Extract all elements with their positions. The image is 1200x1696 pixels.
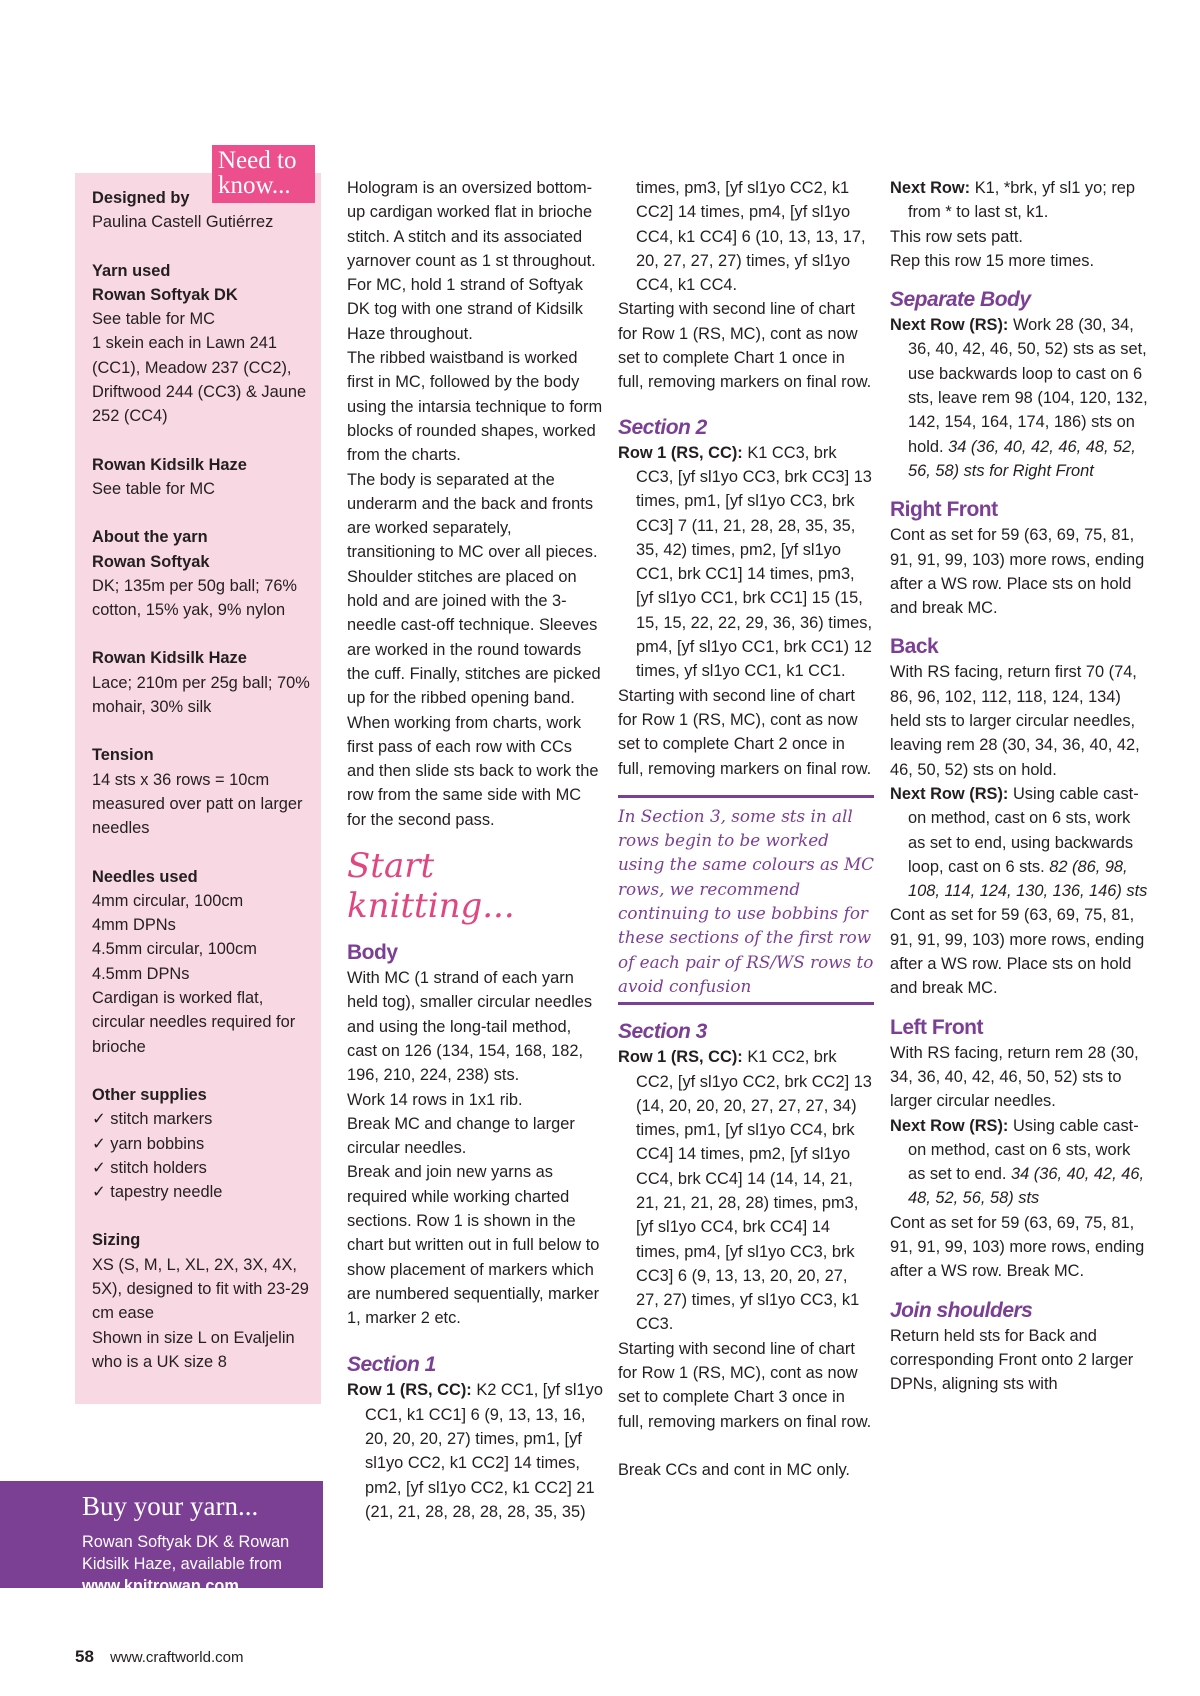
back-row [890, 782, 1150, 903]
buy-yarn-title: Buy your yarn... [82, 1491, 259, 1521]
section-3-heading: Section 3 [618, 1020, 707, 1044]
supplies-block [92, 1083, 316, 1204]
row-count: 34 (36, 40, 42, 46, 48, 52, 56, 58) sts [908, 1165, 1145, 1208]
row-label: Next Row (RS): [890, 784, 1009, 803]
supplies-item: ✓ stitch markers [92, 1110, 213, 1129]
sidebar-content [92, 186, 316, 1398]
section-3-after: Starting with second line of chart for Row 1 (RS, MC), cont as now set to complete Chart 3 once in full, removing markers on final row. [618, 1339, 872, 1431]
need-to-know-badge: Need to know... [212, 145, 315, 203]
section-2-after: Starting with second line of chart for Row 1 (RS, MC), cont as now set to complete Chart 2 once in full, removing markers on final row. [618, 686, 872, 778]
row-count: 82 (86, 98, 108, 114, 124, 130, 136, 146) sts [908, 857, 1148, 901]
yarn-used-line: 1 skein each in Lawn 241 (CC1), Meadow 237 (CC2), Driftwood 244 (CC3) & Jaune 252 (CC4) [92, 334, 307, 426]
right-front-text: Cont as set for 59 (63, 69, 75, 81, 91, 91, 99, 103) more rows, ending after a WS row. Place sts on hold and break MC. [890, 526, 1145, 618]
column-1 [347, 176, 603, 1524]
row-text: K1 CC3, brk CC3, [yf sl1yo CC3, brk CC3] 13 times, pm1, [yf sl1yo CC3, brk CC3] 7 (11, 21, 28, 28, 35, 35, 35, 42) times, pm2, [yf sl1yo CC1, brk CC1] 14 times, pm3, [yf sl1yo CC1, brk CC1] 15 (15, 15, 15, 22, 22, 29, 36, 36) times, pm4, [yf sl1yo CC1, brk CC1) 12 times, yf sl1yo CC1, k1 CC1. [636, 443, 872, 681]
yarn-used-sub1: Rowan Softyak DK [92, 285, 238, 304]
intro-para: The ribbed waistband is worked first in MC, followed by the body using the intarsia technique to form blocks of rounded shapes, worked from the charts. [347, 349, 603, 465]
section-3-note: In Section 3, some sts in all rows begin to be worked using the same colours as MC rows, we recommend continuing to use bobbins for these sections of the first row of each pair of RS/WS rows to avoid confusion [618, 795, 874, 1005]
back-heading: Back [890, 635, 939, 659]
supplies-item: ✓ yarn bobbins [92, 1134, 205, 1153]
tension-heading: Tension [92, 746, 154, 765]
about-yarn-block [92, 525, 316, 719]
sizing-item: Shown in size L on Evaljelin who is a UK size 8 [92, 1328, 295, 1371]
left-front-heading: Left Front [890, 1015, 983, 1039]
row-label: Row 1 (RS, CC): [618, 443, 743, 462]
final-note: Break CCs and cont in MC only. [618, 1460, 850, 1479]
row-text: K2 CC1, [yf sl1yo CC1, k1 CC1] 6 (9, 13, 13, 16, 20, 20, 20, 27) times, pm1, [yf sl1yo CC2, k1 CC2] 14 times, pm2, [yf sl1yo CC2, k1 CC2] 21 (21, 21, 28, 28, 28, 28, 35, 35) [365, 1381, 603, 1521]
page-number: 58 [75, 1647, 94, 1666]
row-label: Next Row (RS): [890, 1116, 1009, 1135]
yarn-used-block [92, 259, 316, 502]
needles-item: Cardigan is worked flat, circular needles required for brioche [92, 989, 296, 1056]
column-2 [618, 176, 874, 1482]
about-yarn-text1: DK; 135m per 50g ball; 76% cotton, 15% yak, 9% nylon [92, 576, 298, 620]
needles-item: 4.5mm circular, 100cm [92, 940, 257, 959]
intro-para: Hologram is an oversized bottom-up cardigan worked flat in brioche stitch. A stitch and its associated yarnover count as 1 st throughout. For MC, hold 1 strand of Softyak DK tog with one strand of Kidsilk Haze throughout. [347, 179, 596, 343]
about-yarn-sub2: Rowan Kidsilk Haze [92, 649, 247, 668]
row-count: 34 (36, 40, 42, 46, 48, 52, 56, 58) sts for Right Front [908, 437, 1136, 480]
start-knitting-heading: Start knitting... [347, 846, 515, 927]
buy-yarn-box [0, 1481, 323, 1595]
needles-item: 4mm DPNs [92, 916, 176, 935]
row-text: K1 CC2, brk CC2, [yf sl1yo CC2, brk CC2] 13 (14, 20, 20, 20, 27, 27, 27, 34) times, pm1, [yf sl1yo CC4, brk CC4] 14 times, pm2, [yf sl1yo CC4, brk CC4] 14 (14, 14, 21, 21, 21, 21, 28, 28) times, pm3, [yf sl1yo CC4, brk CC4] 14 times, pm4, [yf sl1yo CC3, brk CC3] 6 (9, 13, 13, 20, 20, 27, 27, 27) times, yf sl1yo CC3, k1 CC3. [636, 1048, 872, 1334]
needles-block [92, 865, 316, 1059]
intro-para: The body is separated at the underarm and the back and fronts are worked separately, transitioning to MC over all pieces. Shoulder stitches are placed on hold and are joined with the 3-needle cast-off technique. Sleeves are worked in the round towards the cuff. Finally, stitches are picked up for the ribbed opening band. [347, 470, 601, 708]
sizing-item: XS (S, M, L, XL, 2X, 3X, 4X, 5X), designed to fit with 23-29 cm ease [92, 1255, 309, 1323]
intro-para: When working from charts, work first pass of each row with CCs and then slide sts back to work the row from the same side with MC for the second pass. [347, 713, 599, 829]
site-url[interactable]: www.craftworld.com [110, 1649, 244, 1666]
join-shoulders-heading: Join shoulders [890, 1298, 1033, 1322]
section-1-row [347, 1378, 603, 1524]
body-para: With MC (1 strand of each yarn held tog), smaller circular needles and using the long-tail method, cast on 126 (134, 154, 168, 182, 196, 210, 224, 238) sts. [347, 969, 593, 1085]
section-2-row [618, 441, 874, 684]
about-yarn-sub1: Rowan Softyak [92, 552, 210, 571]
page-footer [75, 1647, 243, 1667]
tension-block [92, 743, 316, 840]
row-label: Row 1 (RS, CC): [347, 1381, 472, 1400]
row-text: Work 28 (30, 34, 36, 40, 42, 46, 50, 52) sts as set, use backwards loop to cast on 6 sts, leave rem 98 (104, 120, 132, 142, 154, 164, 174, 186) sts on hold. [908, 316, 1148, 456]
body-para: Work 14 rows in 1x1 rib. [347, 1090, 523, 1109]
row-text: Using cable cast-on method, cast on 6 sts, work as set to end, using backwards loop, cast on 6 sts. [908, 784, 1139, 876]
back-text: With RS facing, return first 70 (74, 86, 96, 102, 112, 118, 124, 134) held sts to larger circular needles, leaving rem 28 (30, 34, 36, 40, 42, 46, 50, 52) sts on hold. [890, 663, 1140, 779]
left-front-cont: Cont as set for 59 (63, 69, 75, 81, 91, 91, 99, 103) more rows, ending after a WS row. Break MC. [890, 1213, 1145, 1281]
rep-row: Rep this row 15 more times. [890, 251, 1095, 270]
row-label: Next Row: [890, 179, 971, 197]
needles-heading: Needles used [92, 867, 198, 886]
row-label: Row 1 (RS, CC): [618, 1048, 743, 1067]
about-yarn-text2: Lace; 210m per 25g ball; 70% mohair, 30% silk [92, 673, 310, 717]
left-front-text: With RS facing, return rem 28 (30, 34, 36, 40, 42, 46, 50, 52) sts to larger circular needles. [890, 1043, 1139, 1111]
row-label: Next Row (RS): [890, 316, 1009, 335]
separate-body-heading: Separate Body [890, 288, 1031, 312]
sets-patt: This row sets patt. [890, 227, 1023, 246]
separate-body-row [890, 313, 1150, 483]
needles-item: 4.5mm DPNs [92, 964, 190, 983]
next-row [890, 176, 1150, 225]
body-para: Break and join new yarns as required while working charted sections. Row 1 is shown in the chart but written out in full below to show placement of markers which are numbered sequentially, marker 1, marker 2 etc. [347, 1163, 600, 1328]
row-text: K1, *brk, yf sl1 yo; rep from * to last st, k1. [908, 179, 1136, 222]
join-shoulders-text: Return held sts for Back and corresponding Front onto 2 larger DPNs, aligning sts with [890, 1326, 1134, 1394]
yarn-used-heading: Yarn used [92, 261, 171, 280]
yarn-used-line: See table for MC [92, 310, 215, 329]
right-front-heading: Right Front [890, 498, 998, 522]
designed-by-block [92, 186, 316, 235]
column-3 [890, 176, 1150, 1396]
left-front-row [890, 1114, 1150, 1211]
tension-text: 14 sts x 36 rows = 10cm measured over patt on larger needles [92, 770, 303, 838]
about-yarn-heading: About the yarn [92, 528, 208, 547]
yarn-used-sub2: Rowan Kidsilk Haze [92, 455, 247, 474]
supplies-heading: Other supplies [92, 1085, 207, 1104]
row-text: Using cable cast-on method, cast on 6 sts, work as set to end. [908, 1116, 1139, 1184]
section-1-heading: Section 1 [347, 1353, 436, 1377]
supplies-item: ✓ tapestry needle [92, 1183, 223, 1202]
yarn-used-line: See table for MC [92, 479, 215, 498]
buy-yarn-desc: Rowan Softyak DK & Rowan Kidsilk Haze, available from [82, 1533, 290, 1573]
designed-by-heading: Designed by [92, 189, 190, 207]
section-1-after: Starting with second line of chart for Row 1 (RS, MC), cont as now set to complete Chart 1 once in full, removing markers on final row. [618, 300, 872, 392]
buy-yarn-link[interactable]: www.knitrowan.com [82, 1577, 239, 1595]
supplies-item: ✓ stitch holders [92, 1158, 207, 1177]
designer-name: Paulina Castell Gutiérrez [92, 213, 274, 232]
section-2-heading: Section 2 [618, 415, 707, 439]
needles-item: 4mm circular, 100cm [92, 891, 244, 910]
sizing-heading: Sizing [92, 1231, 141, 1250]
sizing-block [92, 1228, 316, 1374]
body-heading: Body [347, 941, 398, 965]
section-3-row [618, 1045, 874, 1337]
back-cont: Cont as set for 59 (63, 69, 75, 81, 91, 91, 99, 103) more rows, ending after a WS row. Place sts on hold and break MC. [890, 906, 1145, 998]
section-1-row-cont: times, pm3, [yf sl1yo CC2, k1 CC2] 14 times, pm4, [yf sl1yo CC4, k1 CC4] 6 (10, 13, 13, 17, 20, 27, 27, 27) times, yf sl1yo CC4, k1 CC4. [636, 179, 866, 295]
body-para: Break MC and change to larger circular needles. [347, 1114, 575, 1158]
buy-yarn-text [82, 1531, 317, 1597]
